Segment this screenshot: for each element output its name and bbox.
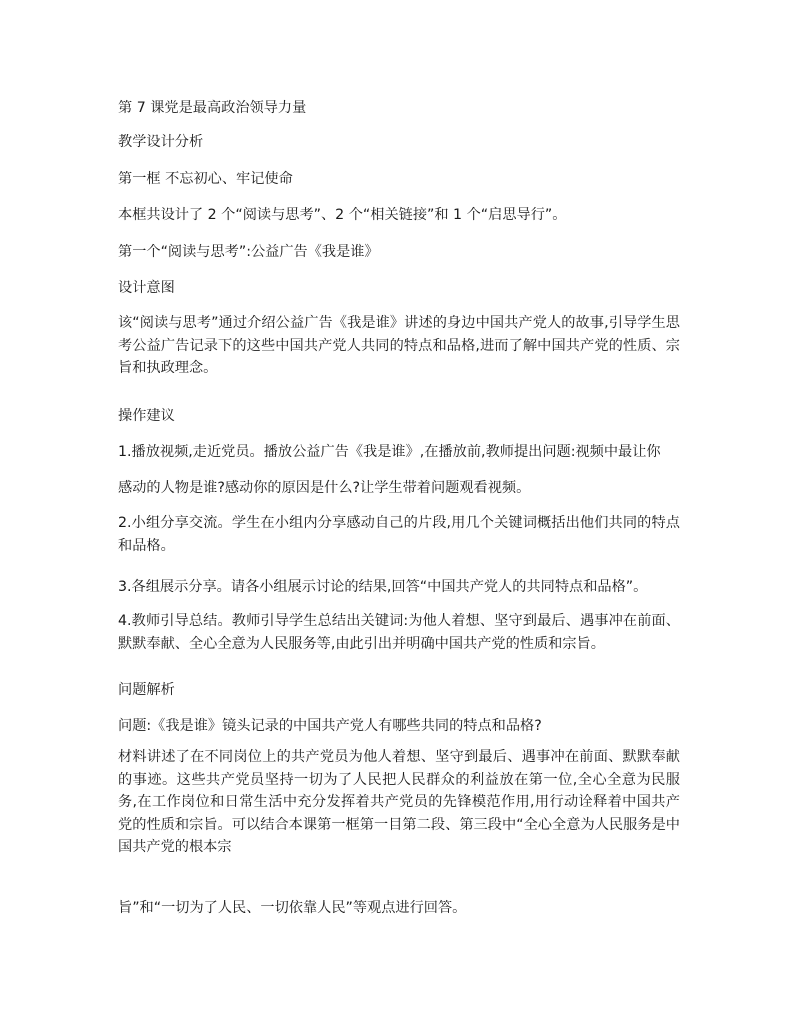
frame-heading: 第一框 不忘初心、牢记使命 <box>118 171 293 187</box>
frame-overview-paragraph: 本框共设计了 2 个“阅读与思考”、2 个“相关链接”和 1 个“启思导行”。 <box>118 207 567 223</box>
step-1-line-1: 1.播放视频,走近党员。播放公益广告《我是谁》,在播放前,教师提出问题:视频中最让你 <box>118 444 661 460</box>
question-text: 问题:《我是谁》镜头记录的中国共产党人有哪些共同的特点和品格? <box>118 718 542 734</box>
step-4-paragraph: 4.教师引导总结。教师引导学生总结出关键词:为他人着想、坚守到最后、遇事冲在前面、默默奉献、全心全意为人民服务等,由此引出并明确中国共产党的性质和宗旨。 <box>118 613 680 652</box>
answer-paragraph: 材料讲述了在不同岗位上的共产党员为他人着想、坚守到最后、遇事冲在前面、默默奉献的事迹。这些共产党员坚持一切为了人民把人民群众的利益放在第一位,全心全意为民服务,在工作岗位和日常生活中充分发挥着共产党员的先锋模范作用,用行动诠释着中国共产党的性质和宗旨。可以结合本课第一框第一目第二段、第三段中“全心全意为人民服务是中国共产党的根本宗 <box>118 749 680 856</box>
step-2-paragraph: 2.小组分享交流。学生在小组内分享感动自己的片段,用几个关键词概括出他们共同的特点和品格。 <box>118 515 680 554</box>
design-intent-heading: 设计意图 <box>118 280 175 296</box>
step-3-paragraph: 3.各组展示分享。请各小组展示讨论的结果,回答“中国共产党人的共同特点和品格”。 <box>118 579 648 595</box>
reading-thinking-heading: 第一个“阅读与思考”:公益广告《我是谁》 <box>118 244 379 260</box>
answer-paragraph-last-line: 旨”和“一切为了人民、一切依靠人民”等观点进行回答。 <box>118 900 467 916</box>
question-analysis-heading: 问题解析 <box>118 682 175 698</box>
step-1-line-2: 感动的人物是谁?感动你的原因是什么?让学生带着问题观看视频。 <box>118 480 531 496</box>
section-heading-analysis: 教学设计分析 <box>118 134 204 150</box>
operation-suggestion-heading: 操作建议 <box>118 408 175 424</box>
lesson-title: 第 7 课党是最高政治领导力量 <box>118 100 307 116</box>
design-intent-paragraph: 该“阅读与思考”通过介绍公益广告《我是谁》讲述的身边中国共产党人的故事,引导学生思考公益广告记录下的这些中国共产党人共同的特点和品格,进而了解中国共产党的性质、宗旨和执政理念。 <box>118 315 680 377</box>
